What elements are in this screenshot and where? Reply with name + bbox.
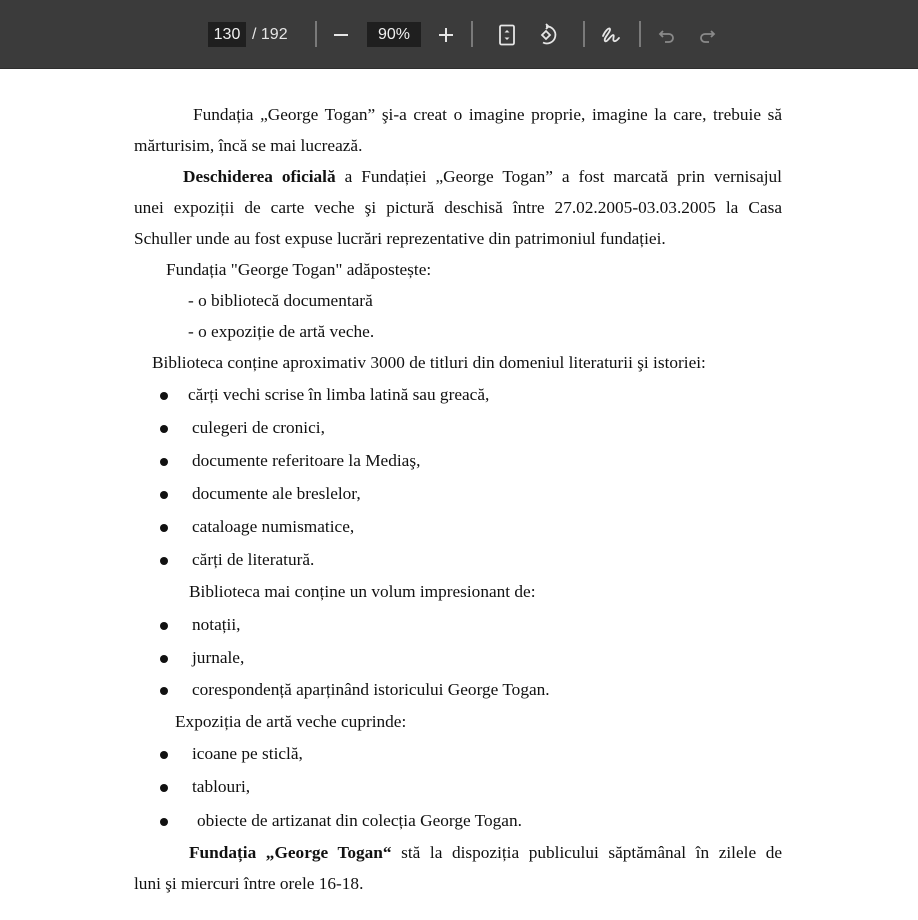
bullet-icon bbox=[160, 491, 168, 499]
undo-icon bbox=[657, 25, 677, 45]
paragraph-line: Fundația „George Togan” şi-a creat o imagine proprie, imagine la care, trebuie să bbox=[193, 105, 782, 124]
toolbar-divider bbox=[639, 21, 641, 47]
rotate-button[interactable] bbox=[532, 20, 562, 50]
list-item: culegeri de cronici, bbox=[192, 418, 325, 437]
page-total: / 192 bbox=[252, 25, 288, 43]
list-item: documente ale breslelor, bbox=[192, 484, 361, 503]
bullet-icon bbox=[160, 655, 168, 663]
toolbar-divider bbox=[583, 21, 585, 47]
bullet-icon bbox=[160, 818, 168, 826]
list-item: cataloage numismatice, bbox=[192, 517, 355, 536]
pdf-toolbar bbox=[0, 0, 918, 69]
paragraph-line: Deschiderea oficială a Fundației „George Togan” a fost marcată prin vernisajul bbox=[183, 167, 782, 186]
bold-heading: Fundația „George Togan“ bbox=[189, 843, 392, 862]
paragraph-line: Expoziția de artă veche cuprinde: bbox=[175, 712, 407, 731]
bullet-icon bbox=[160, 687, 168, 695]
fit-page-button[interactable] bbox=[492, 20, 522, 50]
bullet-icon bbox=[160, 784, 168, 792]
paragraph-line: mărturisim, încă se mai lucrează. bbox=[134, 136, 363, 155]
bullet-icon bbox=[160, 458, 168, 466]
list-item: obiecte de artizanat din colecția George Togan. bbox=[197, 811, 522, 830]
list-item: notații, bbox=[192, 615, 241, 634]
rotate-icon bbox=[535, 23, 559, 47]
minus-icon bbox=[332, 26, 350, 44]
list-item: jurnale, bbox=[192, 648, 245, 667]
list-item: documente referitoare la Mediaş, bbox=[192, 451, 421, 470]
draw-icon bbox=[599, 23, 623, 47]
zoom-in-button[interactable] bbox=[431, 20, 461, 50]
bullet-icon bbox=[160, 524, 168, 532]
paragraph-line: unei expoziții de carte veche şi pictură deschisă între 27.02.2005-03.03.2005 la Casa bbox=[134, 198, 782, 217]
dash-list-item: - o bibliotecă documentară bbox=[188, 291, 373, 310]
redo-icon bbox=[697, 25, 717, 45]
paragraph-line: Biblioteca mai conține un volum impresionant de: bbox=[189, 582, 536, 601]
zoom-level-input[interactable]: 90% bbox=[367, 22, 421, 47]
page-number-input[interactable]: 130 bbox=[208, 22, 246, 47]
list-item: icoane pe sticlă, bbox=[192, 744, 303, 763]
paragraph-line: Fundația "George Togan" adăpostește: bbox=[166, 260, 432, 279]
zoom-out-button[interactable] bbox=[326, 20, 356, 50]
fit-page-icon bbox=[498, 24, 516, 46]
list-item: cărți de literatură. bbox=[192, 550, 315, 569]
paragraph-line: luni şi miercuri între orele 16-18. bbox=[134, 874, 364, 893]
list-item: cărți vechi scrise în limba latină sau greacă, bbox=[188, 385, 490, 404]
toolbar-divider bbox=[315, 21, 317, 47]
redo-button[interactable] bbox=[692, 20, 722, 50]
draw-button[interactable] bbox=[596, 20, 626, 50]
list-item: corespondență aparținând istoricului George Togan. bbox=[192, 680, 550, 699]
bullet-icon bbox=[160, 751, 168, 759]
list-item: tablouri, bbox=[192, 777, 251, 796]
plus-icon bbox=[437, 26, 455, 44]
paragraph-line: Schuller unde au fost expuse lucrări reprezentative din patrimoniul fundației. bbox=[134, 229, 666, 248]
undo-button[interactable] bbox=[652, 20, 682, 50]
bullet-icon bbox=[160, 557, 168, 565]
bullet-icon bbox=[160, 425, 168, 433]
paragraph-line: Biblioteca conține aproximativ 3000 de titluri din domeniul literaturii şi istoriei: bbox=[152, 353, 706, 372]
paragraph-line: Fundația „George Togan“ stă la dispoziția publicului săptămânal în zilele de bbox=[189, 843, 783, 862]
bullet-icon bbox=[160, 392, 168, 400]
dash-list-item: - o expoziție de artă veche. bbox=[188, 322, 375, 341]
toolbar-divider bbox=[471, 21, 473, 47]
bullet-icon bbox=[160, 622, 168, 630]
bold-heading: Deschiderea oficială bbox=[183, 167, 336, 186]
